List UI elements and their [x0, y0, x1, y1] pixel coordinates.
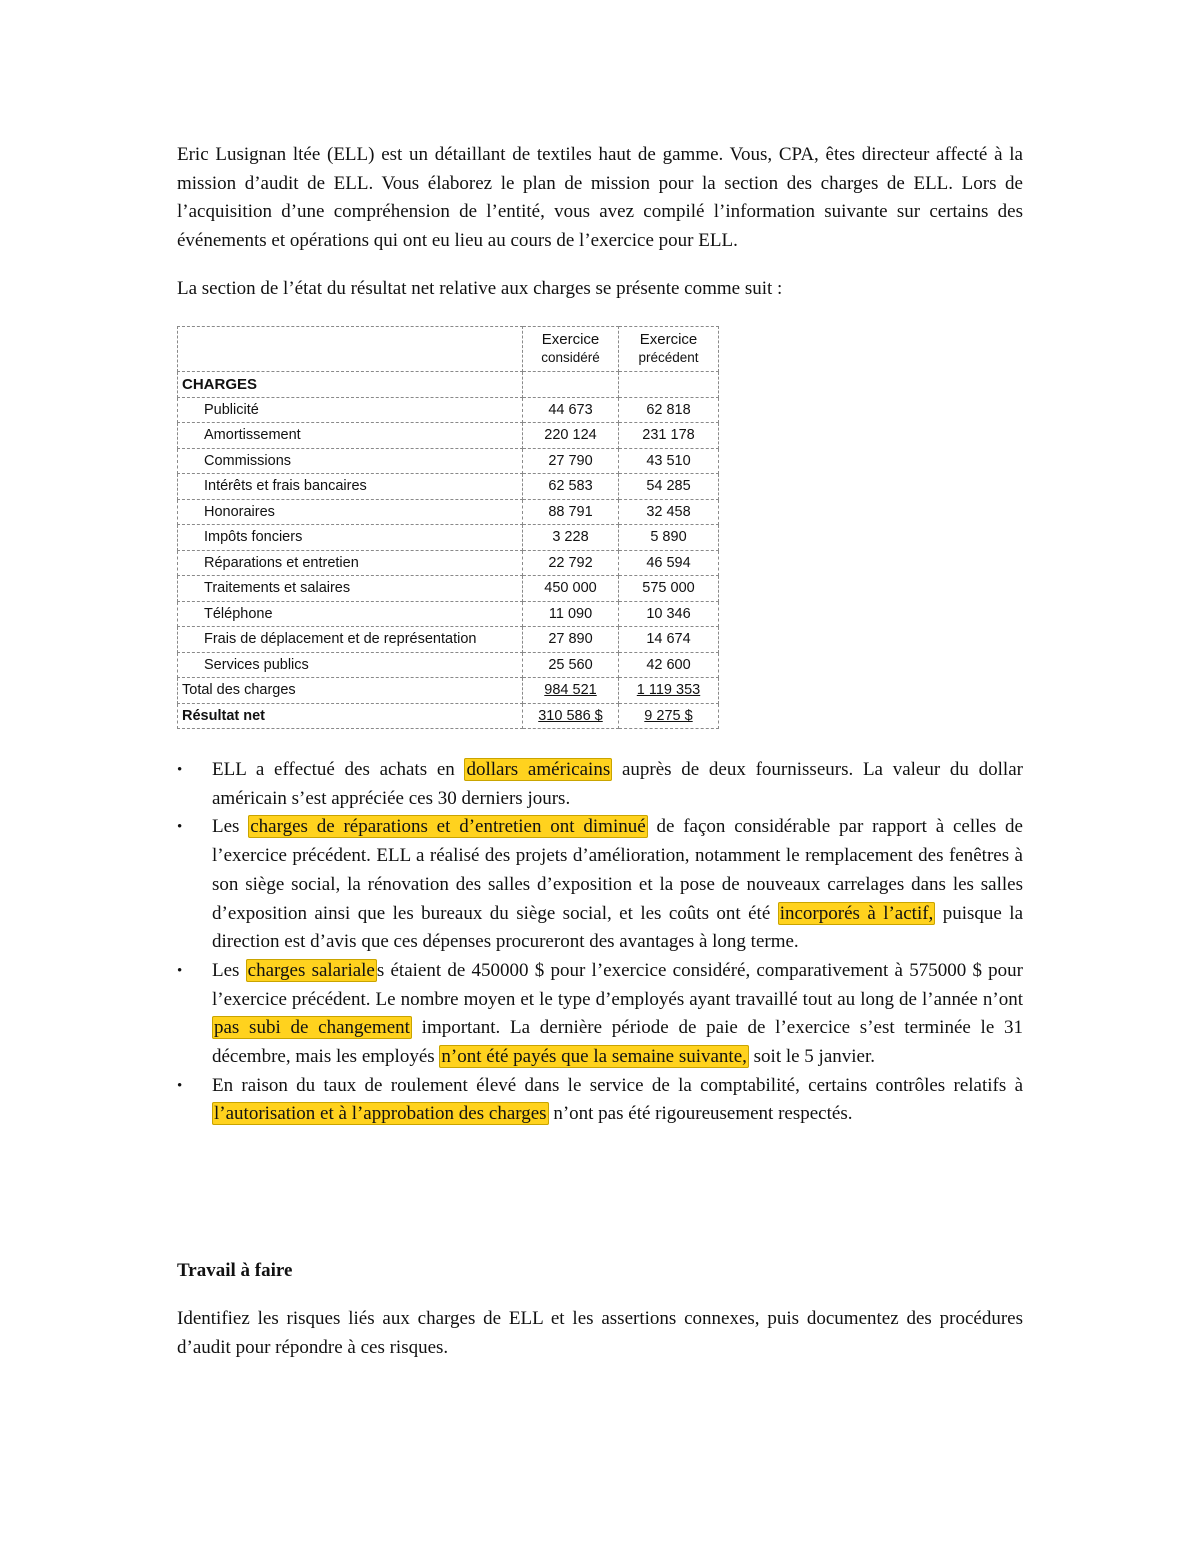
table-row — [178, 474, 719, 500]
row-label: Publicité — [178, 397, 523, 423]
intro-paragraph: Eric Lusignan ltée (ELL) est un détaillant de textiles haut de gamme. Vous, CPA, êtes directeur affecté à la mission d’audit de ELL. Vous élaborez le plan de mission pour la section des charges de ELL. Lors de l’acquisition d’une compréhension de l’entité, vous avez compilé l’information suivante sur certains des événements et opérations qui ont eu lieu au cours de l’exercice pour ELL. — [177, 144, 1023, 252]
table-row — [178, 576, 719, 602]
row-prior: 54 285 — [619, 474, 719, 500]
lead-paragraph: La section de l’état du résultat net relative aux charges se présente comme suit : — [177, 278, 783, 299]
row-prior: 575 000 — [619, 576, 719, 602]
row-prior: 231 178 — [619, 423, 719, 449]
row-label: Commissions — [178, 448, 523, 474]
table-header-row — [178, 327, 719, 372]
row-label: Réparations et entretien — [178, 550, 523, 576]
row-current: 27 790 — [523, 448, 619, 474]
table-row — [178, 652, 719, 678]
row-label: Impôts fonciers — [178, 525, 523, 551]
row-label: Téléphone — [178, 601, 523, 627]
list-item: • Les charges de réparations et d’entretien ont diminué de façon considérable par rapport à celles de l’exercice précédent. ELL a réalisé des projets d’amélioration, notamment le remplacement des fenêtres à son siège social, la rénovation des salles d’exposition et la pose de nouveaux carrelages dans les salles d’exposition ainsi que les bureaux du siège social, et les coûts ont été incorporés à l’actif, puisque la direction est d’avis que ces dépenses procureront des avantages à long terme. — [177, 813, 1023, 957]
row-prior: 14 674 — [619, 627, 719, 653]
table-row — [178, 525, 719, 551]
bullet-icon: • — [177, 1077, 183, 1094]
table-row — [178, 499, 719, 525]
table-row — [178, 601, 719, 627]
table-row — [178, 627, 719, 653]
section-row — [178, 372, 719, 398]
row-label: Amortissement — [178, 423, 523, 449]
row-label: Frais de déplacement et de représentation — [178, 627, 523, 653]
row-prior: 46 594 — [619, 550, 719, 576]
row-prior: 42 600 — [619, 652, 719, 678]
table-row — [178, 550, 719, 576]
row-prior: 62 818 — [619, 397, 719, 423]
highlight: n’ont été payés que la semaine suivante, — [441, 1046, 747, 1068]
header-current-year: Exercice considéré — [523, 327, 619, 372]
highlight: l’autorisation et à l’approbation des charges — [214, 1103, 547, 1125]
row-prior: 10 346 — [619, 601, 719, 627]
net-income-row — [178, 703, 719, 729]
table-row — [178, 423, 719, 449]
net-income-label: Résultat net — [178, 703, 523, 729]
list-item: • En raison du taux de roulement élevé dans le service de la comptabilité, certains contrôles relatifs à l’autorisation et à l’approbation des charges n’ont pas été rigoureusement respectés. — [177, 1072, 1023, 1129]
header-blank-cell — [178, 327, 523, 372]
highlight: charges de réparations et d’entretien ont diminué — [250, 816, 646, 838]
list-item: • Les charges salariale s étaient de 450000 $ pour l’exercice considéré, comparativement à 575000 $ pour l’exercice précédent. Le nombre moyen et le type d’employés ayant travaillé tout au long de l’année n’ont pas subi de changement important. La dernière période de paie de l’exercice s’est terminée le 31 décembre, mais les employés n’ont été payés que la semaine suivante, soit le 5 janvier. — [177, 957, 1023, 1072]
row-current: 11 090 — [523, 601, 619, 627]
row-current: 25 560 — [523, 652, 619, 678]
row-current: 3 228 — [523, 525, 619, 551]
header-prior-year: Exercice précédent — [619, 327, 719, 372]
row-label: Honoraires — [178, 499, 523, 525]
total-row — [178, 678, 719, 704]
highlight: charges salariale — [247, 959, 375, 981]
row-current: 88 791 — [523, 499, 619, 525]
row-prior: 32 458 — [619, 499, 719, 525]
expenses-table — [177, 326, 719, 729]
section-heading: Travail à faire — [177, 1260, 293, 1281]
row-prior: 5 890 — [619, 525, 719, 551]
row-prior: 43 510 — [619, 448, 719, 474]
task-paragraph: Identifiez les risques liés aux charges de ELL et les assertions connexes, puis documentez des procédures d’audit pour répondre à ces risques. — [177, 1308, 1023, 1358]
row-current: 450 000 — [523, 576, 619, 602]
table-row — [178, 397, 719, 423]
row-current: 62 583 — [523, 474, 619, 500]
list-item: • ELL a effectué des achats en dollars américains auprès de deux fournisseurs. La valeur du dollar américain s’est appréciée ces 30 derniers jours. — [177, 756, 1023, 813]
bullet-icon: • — [177, 819, 183, 836]
total-prior: 1 119 353 — [619, 678, 719, 704]
total-current: 984 521 — [523, 678, 619, 704]
row-label: Traitements et salaires — [178, 576, 523, 602]
row-label: Intérêts et frais bancaires — [178, 474, 523, 500]
table-row — [178, 448, 719, 474]
highlight: dollars américains — [466, 759, 611, 780]
row-current: 44 673 — [523, 397, 619, 423]
highlight: pas subi de changement — [214, 1017, 410, 1039]
facts-list — [177, 756, 1023, 1129]
section-label: CHARGES — [178, 372, 523, 398]
net-income-current: 310 586 $ — [523, 703, 619, 729]
row-label: Services publics — [178, 652, 523, 678]
net-income-prior: 9 275 $ — [619, 703, 719, 729]
total-label: Total des charges — [178, 678, 523, 704]
row-current: 22 792 — [523, 550, 619, 576]
row-current: 220 124 — [523, 423, 619, 449]
row-current: 27 890 — [523, 627, 619, 653]
bullet-icon: • — [177, 962, 183, 979]
highlight: incorporés à l’actif, — [779, 902, 934, 924]
bullet-icon: • — [177, 762, 183, 778]
